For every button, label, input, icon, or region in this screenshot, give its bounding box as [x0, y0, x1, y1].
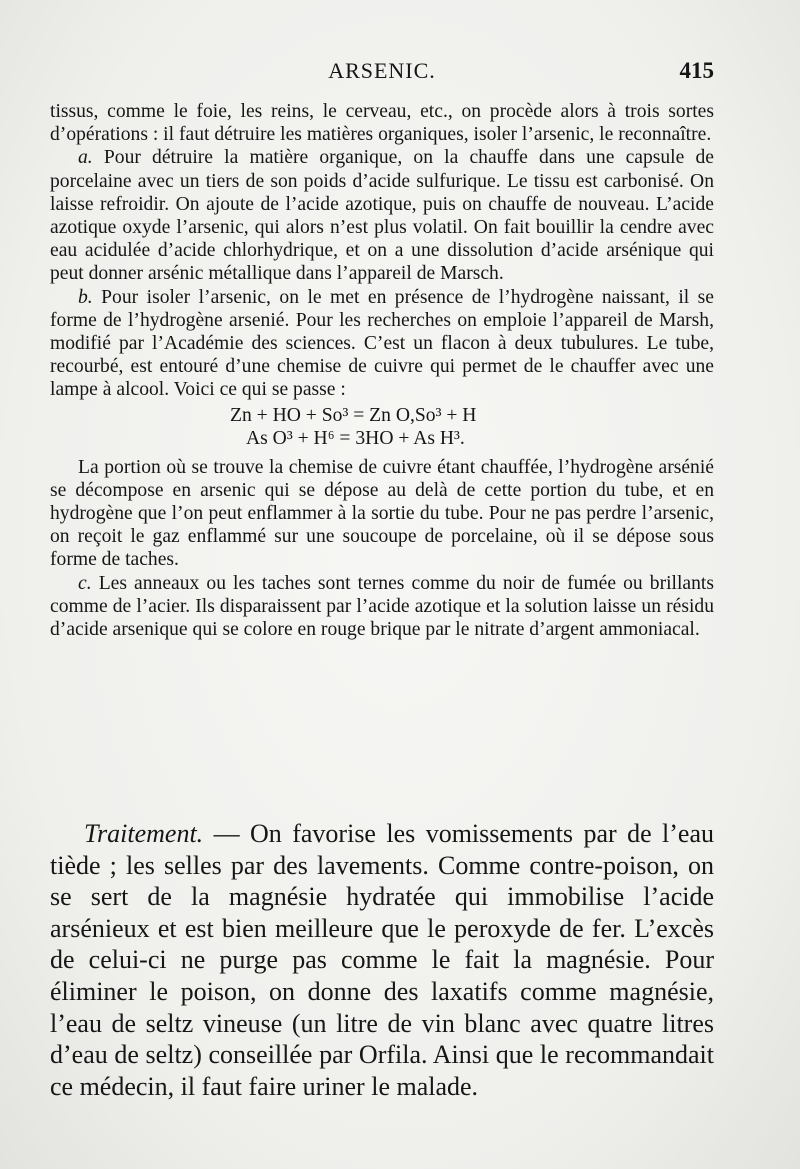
step-c-paragraph	[50, 572, 714, 642]
step-b-label: b.	[78, 286, 93, 308]
step-c-text: Les anneaux ou les taches sont ternes comme du noir de fumée ou brillants comme de l’acier. Ils disparaissent par l’acide azotique et la solution laisse un résidu d’acide arsenique qui se colore en rouge brique par le nitrate d’argent ammoniacal.	[50, 572, 714, 641]
treatment-section	[50, 818, 714, 1102]
intro-paragraph: tissus, comme le foie, les reins, le cerveau, etc., on procède alors à trois sortes d’opérations : il faut détruire les matières organiques, isoler l’arsenic, le reconnaître.	[50, 101, 714, 146]
step-a-paragraph	[50, 146, 714, 285]
page-number: 415	[679, 58, 714, 83]
treatment-heading: Traitement.	[84, 819, 204, 848]
reaction-formulas	[50, 404, 714, 450]
running-head	[50, 58, 714, 88]
treatment-text: — On favorise les vomissements par de l’eau tiède ; les selles par des lavements. Comme contre-poison, on se sert de la magnésie hydratée qui immobilise l’acide arsénieux et est bien meilleure que le peroxyde de fer. L’excès de celui-ci ne purge pas comme le fait la magnésie. Pour éliminer le poison, on donne des laxatifs comme magnésie, l’eau de seltz vineuse (un litre de vin blanc avec quatre litres d’eau de seltz) conseillée par Orfila. Ainsi que le recommandait ce médecin, il faut faire uriner le malade.	[50, 819, 715, 1101]
running-head-title: ARSENIC.	[328, 58, 436, 83]
treatment-paragraph	[50, 818, 714, 1102]
step-b-paragraph	[50, 286, 714, 402]
body-text	[50, 100, 714, 641]
step-c-label: c.	[78, 572, 92, 594]
step-a-label: a.	[78, 147, 93, 169]
formula-line-1: Zn + HO + So³ = Zn O,So³ + H	[230, 404, 477, 426]
formula-line-2: As O³ + H⁶ = 3HO + As H³.	[246, 427, 465, 449]
after-formula-paragraph: La portion où se trouve la chemise de cuivre étant chauffée, l’hydrogène arsénié se décompose en arsenic qui se dépose au delà de cette portion du tube, et en hydrogène que l’on peut enflammer à la sortie du tube. Pour ne pas perdre l’arsenic, on reçoit le gaz enflammé sur une soucoupe de porcelaine, où il se dépose sous forme de taches.	[50, 456, 714, 571]
step-a-text: Pour détruire la matière organique, on la chauffe dans une capsule de porcelaine avec un tiers de son poids d’acide sulfurique. Le tissu est carbonisé. On laisse refroidir. On ajoute de l’acide azotique, puis on chauffe de nouveau. L’acide azotique oxyde l’arsenic, qui alors n’est plus volatil. On fait bouillir la cendre avec eau acidulée d’acide chlorhydrique, et on a une dissolution d’acide arsénique qui peut donner arsénic métallique dans l’appareil de Marsch.	[50, 147, 714, 285]
step-b-text: Pour isoler l’arsenic, on le met en présence de l’hydrogène naissant, il se forme de l’hydrogène arsenié. Pour les recherches on emploie l’appareil de Marsh, modifié par l’Académie des sciences. C’est un flacon à deux tubulures. Le tube, recourbé, est entouré d’une chemise de cuivre qui permet de le chauffer avec une lampe à alcool. Voici ce qui se passe :	[50, 286, 714, 401]
